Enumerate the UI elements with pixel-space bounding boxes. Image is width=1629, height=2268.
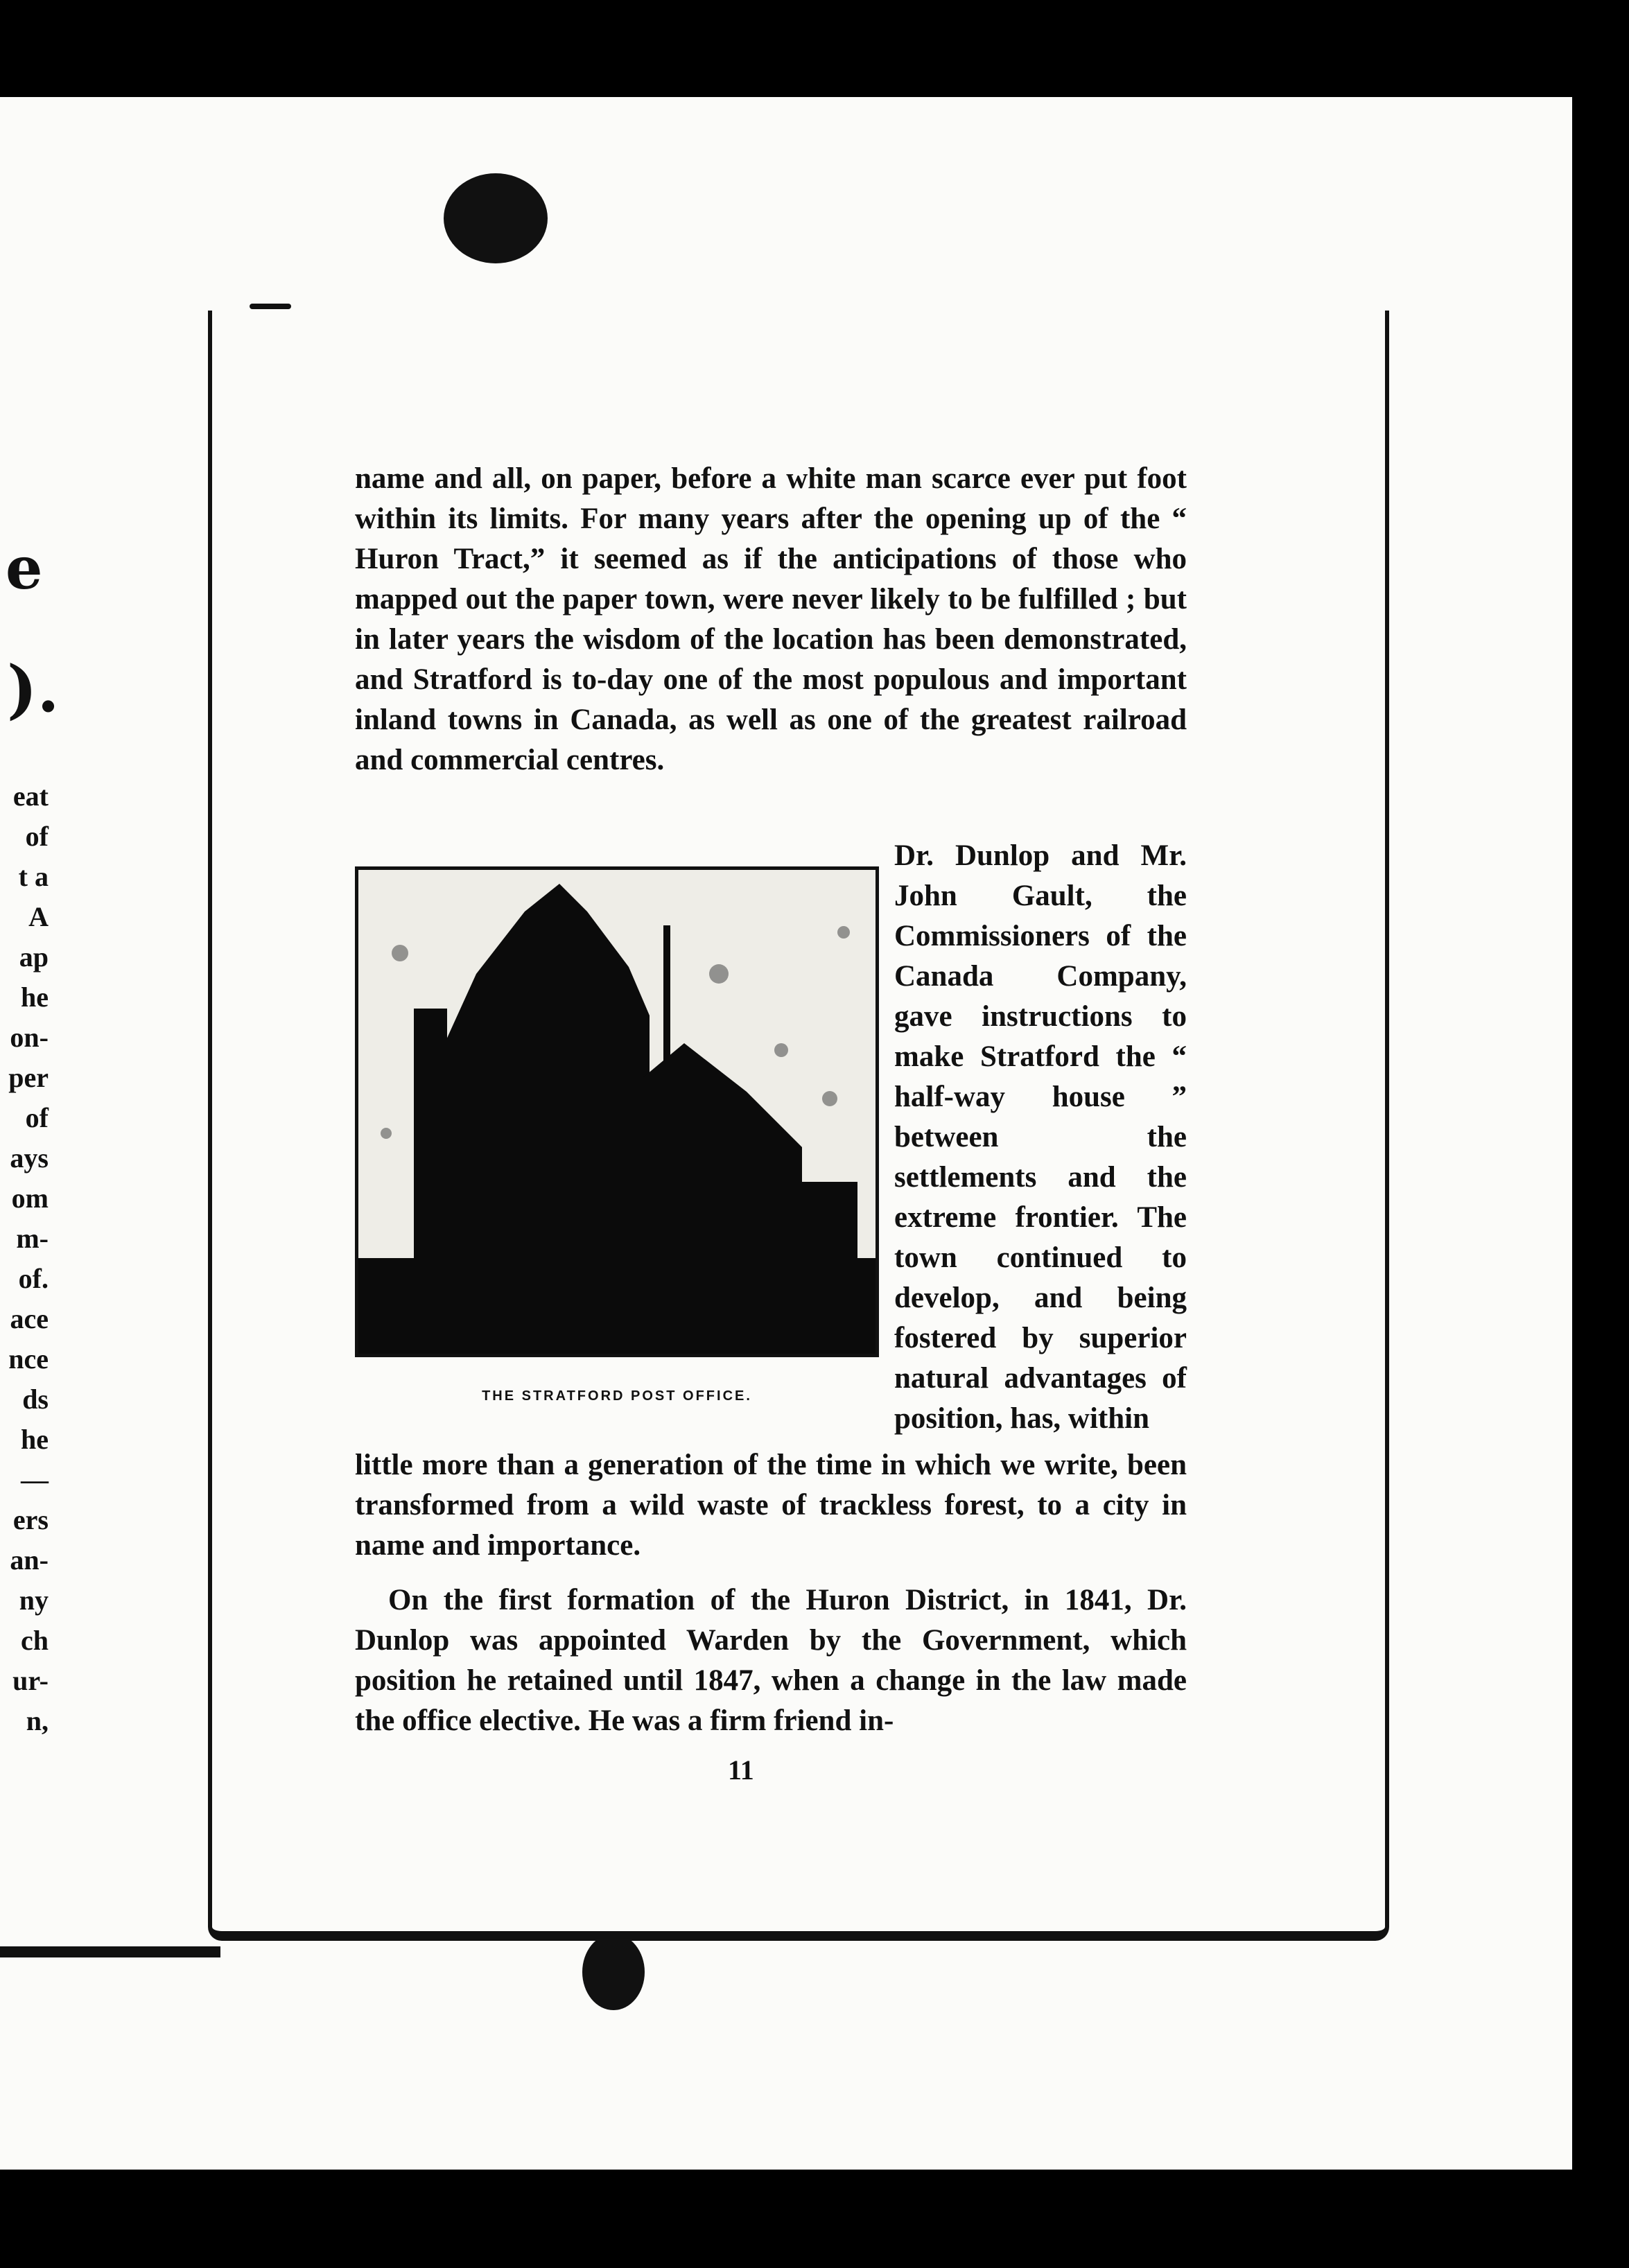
photo-caption: THE STRATFORD POST OFFICE. <box>482 1388 752 1404</box>
ink-blot <box>582 1934 645 2010</box>
left-page-line-fragment: A <box>28 901 49 932</box>
left-page-line-fragment: eat <box>12 780 49 812</box>
post-office-photo <box>355 866 879 1357</box>
left-page-line-fragment: of <box>25 1102 49 1133</box>
paragraph-2-continued: little more than a generation of the time in which we write, been transformed from a wild waste of trackless forest, to a city in name and importance. <box>355 1449 1187 1562</box>
ink-dash <box>250 304 291 309</box>
left-page-line-fragment: ap <box>19 941 49 972</box>
left-page-line-fragment: m- <box>16 1223 49 1254</box>
left-page-line-fragment: — <box>21 1464 49 1495</box>
building-silhouette-image <box>358 870 876 1354</box>
left-page-line-fragment: ny <box>19 1585 49 1616</box>
left-page-line-fragment: nce <box>8 1343 49 1375</box>
left-page-line-fragment: ds <box>22 1384 49 1415</box>
left-page-line-fragment: he <box>21 1424 49 1455</box>
left-page-line-fragment: of. <box>18 1263 49 1294</box>
left-page-text-fragments <box>0 776 49 1741</box>
ink-blot <box>444 173 548 263</box>
left-page-heading-fragment: ). <box>7 652 60 726</box>
left-page-line-fragment: an- <box>10 1544 49 1576</box>
left-page-line-fragment: of <box>25 821 49 852</box>
left-page-line-fragment: n, <box>26 1705 49 1736</box>
paragraph-2-beside-photo: Dr. Dunlop and Mr. John Gault, the Commissioners of the Canada Company, gave instructions to make Stratford the “ half-way house ” between the settlements and the extreme frontier. The town continued to develop, and being fostered by superior natural advantages of position, has, within <box>894 839 1187 1435</box>
left-page-line-fragment: ur- <box>12 1665 49 1696</box>
left-page-edge <box>0 1946 220 1957</box>
left-page-line-fragment: t a <box>18 861 49 892</box>
left-page-line-fragment: ch <box>21 1625 49 1656</box>
left-page-line-fragment: ace <box>10 1303 49 1334</box>
left-page-line-fragment: he <box>21 982 49 1013</box>
left-page-line-fragment: ays <box>10 1142 49 1174</box>
left-page-line-fragment: per <box>8 1062 49 1093</box>
page-number: 11 <box>728 1754 754 1786</box>
left-page-line-fragment: on- <box>10 1022 49 1053</box>
paragraph-3: On the first formation of the Huron District, in 1841, Dr. Dunlop was appointed Warden by the Government, which position he retained until 1847, when a change in the law made the office elective. He was a firm friend in- <box>355 1584 1187 1737</box>
left-page-line-fragment: ers <box>12 1504 49 1535</box>
paragraph-1: name and all, on paper, before a white man scarce ever put foot within its limits. For many years after the opening up of the “ Huron Tract,” it seemed as if the anticipations of those who mapped out the paper town, were never likely to be fulfilled ; but in later years the wisdom of the location has been demonstrated, and Stratford is to-day one of the most populous and important inland towns in Canada, as well as one of the greatest railroad and commercial centres. <box>355 462 1187 776</box>
left-page-heading-fragment: e <box>6 534 43 602</box>
left-page-line-fragment: om <box>11 1183 49 1214</box>
